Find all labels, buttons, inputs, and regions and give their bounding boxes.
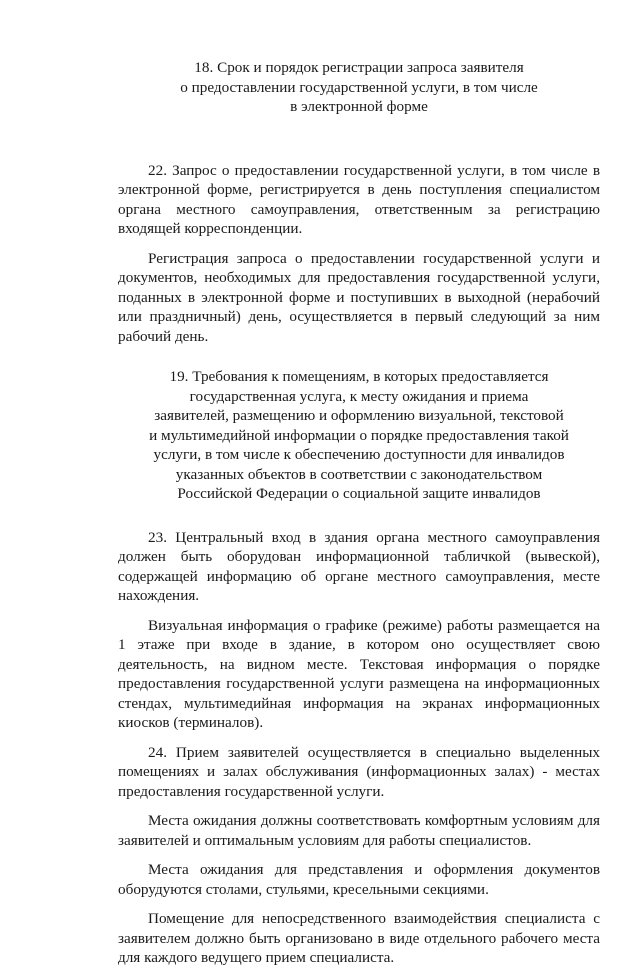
heading-line: государственная услуга, к месту ожидания и приема bbox=[189, 387, 529, 405]
heading-line: 19. Требования к помещениям, в которых предоставляется bbox=[169, 368, 549, 385]
document-page bbox=[118, 58, 600, 968]
heading-line: о предоставлении государственной услуги, в том числе bbox=[180, 78, 538, 96]
paragraph-23: 23. Центральный вход в здания органа местного самоуправления должен быть оборудован информационной табличкой (вывеской), содержащей информацию об органе местного самоуправления, месте нахождения. bbox=[118, 528, 600, 604]
paragraph-registration: Регистрация запроса о предоставлении государственной услуги и документов, необходимых для предоставления государственной услуги, поданных в электронной форме и поступивших в выходной (нерабочий или праздничный) день, осуществляется в первый следующий за ним рабочий день. bbox=[118, 249, 600, 345]
section-19-heading bbox=[118, 367, 600, 504]
paragraph-workplace: Помещение для непосредственного взаимодействия специалиста с заявителем должно быть организовано в виде отдельного рабочего места для каждого ведущего прием специалиста. bbox=[118, 910, 600, 966]
heading-line: в электронной форме bbox=[290, 98, 428, 115]
heading-line: и мультимедийной информации о порядке предоставления такой bbox=[149, 426, 569, 444]
heading-line: услуги, в том числе к обеспечению доступности для инвалидов bbox=[153, 446, 565, 463]
paragraph-22: 22. Запрос о предоставлении государственной услуги, в том числе в электронной форме, регистрируется в день поступления специалистом органа местного самоуправления, ответственным за регистрацию входящей корреспонденции. bbox=[118, 161, 600, 237]
paragraph-24: 24. Прием заявителей осуществляется в специально выделенных помещениях и залах обслуживания (информационных залах) - местах предоставления государственной услуги. bbox=[118, 743, 600, 800]
heading-line: 18. Срок и порядок регистрации запроса заявителя bbox=[194, 59, 524, 76]
section-18-heading bbox=[118, 58, 600, 117]
paragraph-furniture: Места ожидания для представления и оформления документов оборудуются столами, стульями, кресельными секциями. bbox=[118, 861, 600, 898]
paragraph-waiting-places: Места ожидания должны соответствовать комфортным условиям для заявителей и оптимальным условиям для работы специалистов. bbox=[118, 812, 600, 849]
heading-line: Российской Федерации о социальной защите инвалидов bbox=[177, 485, 541, 502]
heading-line: заявителей, размещению и оформлению визуальной, текстовой bbox=[154, 407, 564, 424]
paragraph-visual-info: Визуальная информация о графике (режиме) работы размещается на 1 этаже при входе в здание, в котором оно осуществляет свою деятельность, на видном месте. Текстовая информация о порядке предоставления государственной услуги размещена на информационных стендах, мультимедийная информация на экранах информационных киосков (терминалов). bbox=[118, 616, 600, 731]
heading-line: указанных объектов в соответствии с законодательством bbox=[175, 465, 543, 483]
